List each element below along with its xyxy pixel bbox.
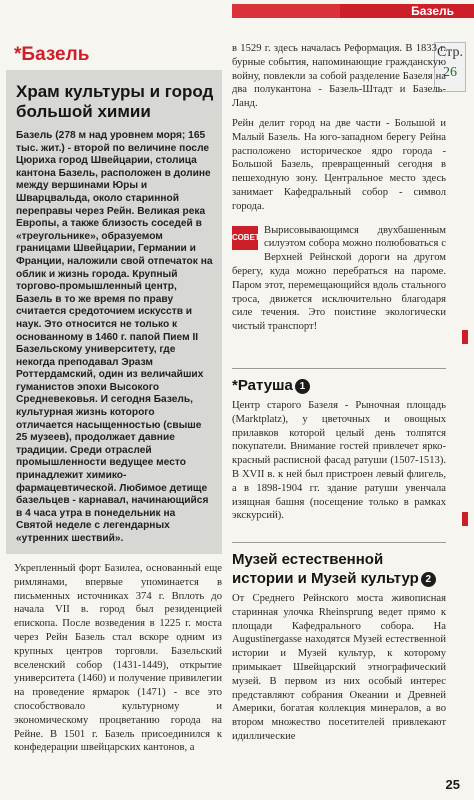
header-bar <box>0 0 474 26</box>
history-paragraph: Укрепленный форт Базилеа, основанный еще римлянами, впервые упоминается в письменных источниках 374 г. Вплоть до начала VII в. город был резиденцией епископа. После возведения в 1225 г. моста через Рейн Базель стал вскоре одним из крупных центров торговли. Базельский вселенский собор (1431-1449), открытие университета (1460) и получение привилегии на проведение ярмарок (1471) - все это способствовало культурному и экономическому процветанию города на Рейне. В 1501 г. Базель присоединился к конфедерации швейцарских кантонов, а <box>14 563 222 754</box>
page-ref-label: Стр. <box>437 45 463 60</box>
edge-marker <box>462 512 468 526</box>
section-divider <box>232 542 446 543</box>
section-divider <box>232 368 446 369</box>
page-number: 25 <box>445 777 460 792</box>
museum-title-text: Музей естественной истории и Музей культур <box>232 551 419 587</box>
sidebar-title: Храм культуры и город большой химии <box>16 82 214 121</box>
museum-text: От Среднего Рейнского моста живописная старинная улочка Rheinsprung ведет прямо к площади Кафедрального собора. На Augustinergasse находятся Музей естественной истории и Музей культур, к которому примыкает Швейцарский этнографический музей. В первом из них особый интерес представляют собрания Океании и Древней Америки, богатая коллекция минералов, а во втором множество посетителей привлекают идиллические <box>232 593 446 742</box>
tip-block <box>232 224 446 334</box>
star-rating-icon: * <box>232 377 238 394</box>
running-head: Базель <box>411 4 454 18</box>
header-stripe-light <box>232 4 352 18</box>
sidebar-box <box>6 70 222 554</box>
museum-title <box>232 550 446 588</box>
reformation-paragraph: в 1529 г. здесь началась Реформация. В 1833 г. бурные события, напоминающие гражданскую войну, повлекли за собой разделение Базеля на два полукантона - Базель-Штадт и Базель-Ланд. <box>232 43 446 110</box>
tip-text: Вырисовывающимся двухбашенным силуэтом собора можно полюбоваться с Верхней Рейнской дороги на другом берегу, куда можно перебраться на пароме. Паром этот, перемещающийся вдоль стального троса, движется исключительно благодаря силе течения. Это поистине экологически чистый транспорт! <box>232 224 446 333</box>
city-layout-paragraph: Рейн делит город на две части - Большой и Малый Базель. На юго-западном берегу Рейна расположено историческое ядро города - Большой Базель, превращенный сегодня в пешеходную зону. Центральное место здесь занимает Кафедральный собор - символ города. <box>232 117 446 212</box>
ratusha-title-text: Ратуша <box>237 377 293 394</box>
star-rating-icon: * <box>14 44 22 65</box>
chapter-title <box>14 44 222 66</box>
chapter-title-text: Базель <box>21 44 90 65</box>
tip-icon: СОВЕТ <box>232 226 258 250</box>
map-marker-icon: 2 <box>421 572 436 587</box>
page-ref-number: 26 <box>443 65 457 80</box>
ratusha-title <box>232 376 446 395</box>
ratusha-text: Центр старого Базеля - Рыночная площадь (Marktplatz), у цветочных и овощных прилавков которой целый день толпятся покупатели. Внимание гостей привлечет ярко-красный расписной фасад ратуши (1507-1513). В XVII в. к ней был пристроен левый флигель, а в 1898-1904 гг. здание ратуши увенчала изящная башня (посещение только в рамках экскурсий). <box>232 400 446 522</box>
edge-marker <box>462 330 468 344</box>
map-marker-icon: 1 <box>295 379 310 394</box>
sidebar-body: Базель (278 м над уровнем моря; 165 тыс. жит.) - второй по величине после Цюриха город Швейцарии, столица кантона Базель, расположен в долине между вершинами Юры и Шварцвальда, около старинной переправы через Рейн. Великая река Европы, а также близость соседей в «треугольнике», образуемом границами Швейцарии, Германии и Франции, наложили свой отпечаток на облик и жизнь города. Крупный торгово-промышленный центр, Базель в то же время по праву считается средоточием искусств и наук. Это относится не только к основанному в 1460 г. папой Пием II Базельскому университету, где некогда преподавал Эразм Роттердамский, один из величайших гуманистов эпохи Высокого Средневековья. И сегодня Базель, культурная жизнь которого отличается насыщенностью (свыше 25 музеев), продолжает давние традиции. Среди отраслей промышленности ведущее место принадлежит химико-фармацевтической. Любимое детище базельцев - карнавал, начинающийся в 4 часа утра в понедельник на Святой неделе с легендарных «утренних шествий». <box>16 130 213 544</box>
